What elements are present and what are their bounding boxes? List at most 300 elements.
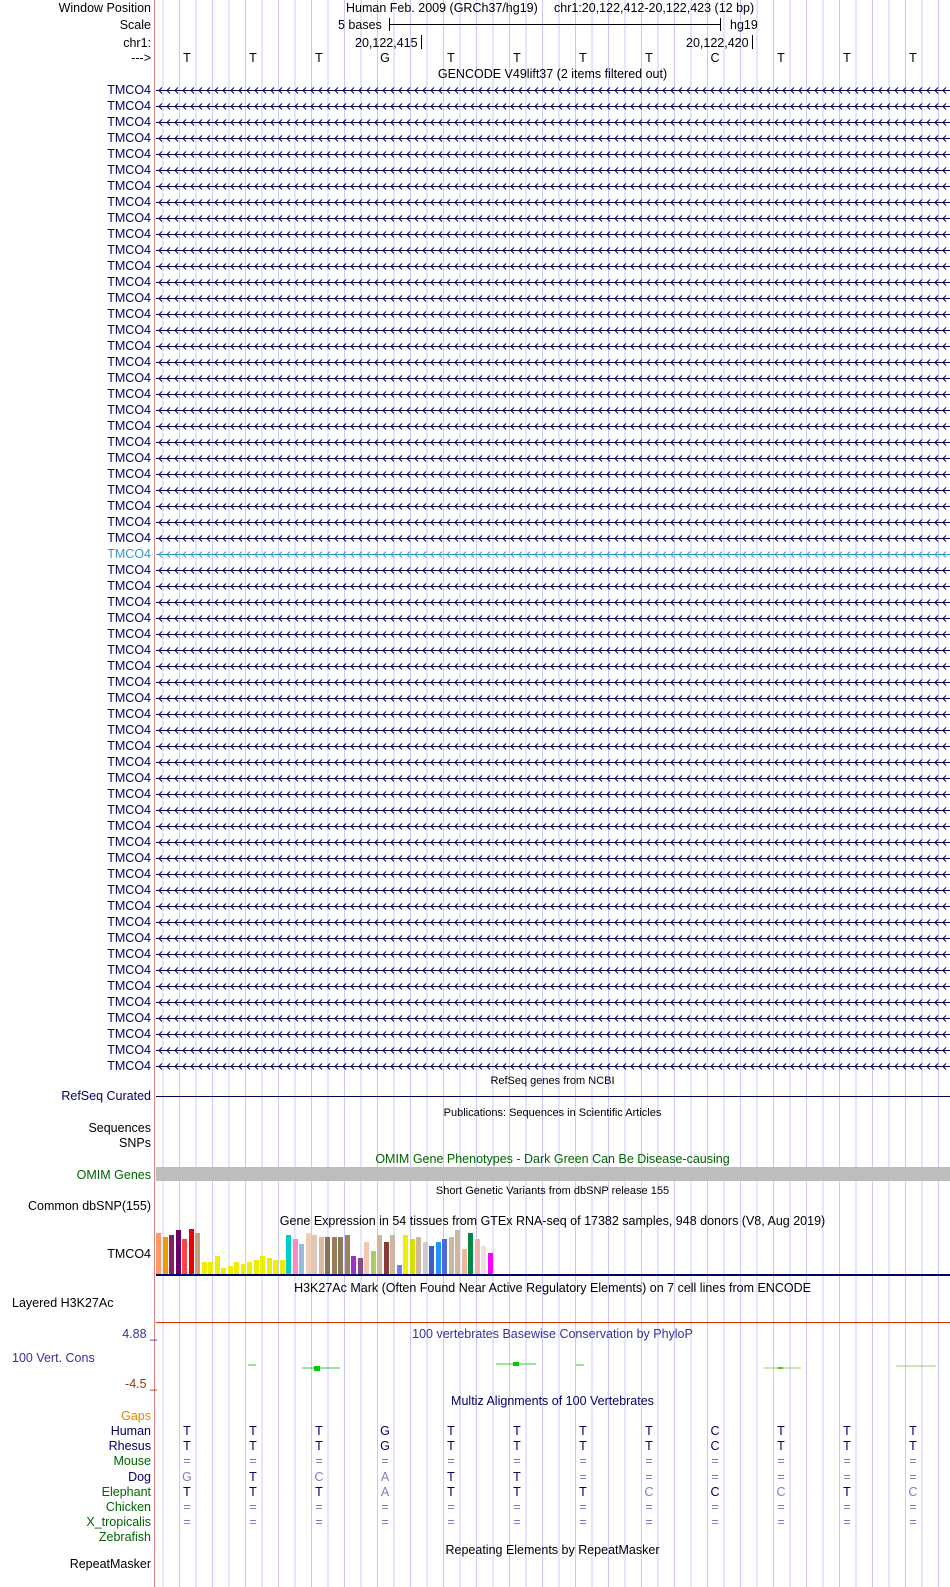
gencode-gene-label[interactable]: TMCO4 xyxy=(107,371,151,385)
gencode-transcript-line[interactable] xyxy=(156,662,950,671)
multiz-aligned-base: = xyxy=(645,1515,653,1530)
gencode-transcript-line[interactable] xyxy=(156,630,950,639)
gencode-gene-label[interactable]: TMCO4 xyxy=(107,1059,151,1073)
gencode-transcript-line[interactable] xyxy=(156,582,950,591)
gencode-transcript-line[interactable] xyxy=(156,886,950,895)
gencode-transcript-line[interactable] xyxy=(156,982,950,991)
gencode-gene-label[interactable]: TMCO4 xyxy=(107,403,151,417)
multiz-aligned-base: = xyxy=(711,1515,719,1530)
gencode-gene-label[interactable]: TMCO4 xyxy=(107,995,151,1009)
gencode-gene-label[interactable]: TMCO4 xyxy=(107,227,151,241)
multiz-aligned-base: = xyxy=(711,1454,719,1469)
gtex-track-title: Gene Expression in 54 tissues from GTEx RNA-seq of 17382 samples, 948 donors (V8, Aug 2019) xyxy=(279,1214,826,1228)
multiz-aligned-base: T xyxy=(249,1469,257,1484)
multiz-species-label[interactable]: Human xyxy=(110,1424,151,1438)
gencode-gene-label[interactable]: TMCO4 xyxy=(107,467,151,481)
multiz-aligned-base: T xyxy=(579,1439,587,1454)
gencode-gene-label[interactable]: TMCO4 xyxy=(107,291,151,305)
gencode-gene-label[interactable]: TMCO4 xyxy=(107,531,151,545)
multiz-aligned-base: = xyxy=(843,1515,851,1530)
gencode-gene-label[interactable]: TMCO4 xyxy=(107,179,151,193)
gencode-transcript-line[interactable] xyxy=(156,1046,950,1055)
gtex-tissue-bar[interactable] xyxy=(442,1239,447,1274)
h3k27ac-track-title: H3K27Ac Mark (Often Found Near Active Regulatory Elements) on 7 cell lines from ENCODE xyxy=(294,1281,811,1295)
multiz-species-label[interactable]: Mouse xyxy=(113,1454,151,1469)
gencode-gene-label[interactable]: TMCO4 xyxy=(107,947,151,961)
multiz-aligned-base: T xyxy=(777,1439,785,1454)
gtex-tissue-bar[interactable] xyxy=(455,1230,460,1274)
gencode-transcript-line[interactable] xyxy=(156,678,950,687)
sequence-base: T xyxy=(843,51,851,65)
gencode-transcript-line[interactable] xyxy=(156,102,950,111)
multiz-aligned-base: = xyxy=(711,1469,719,1484)
gtex-tissue-bar[interactable] xyxy=(247,1262,252,1274)
gencode-gene-label[interactable]: TMCO4 xyxy=(107,755,151,769)
gtex-tissue-bar[interactable] xyxy=(338,1237,343,1274)
multiz-aligned-base: = xyxy=(447,1454,455,1469)
gencode-gene-label[interactable]: TMCO4 xyxy=(107,515,151,529)
gtex-tissue-bar[interactable] xyxy=(319,1237,324,1274)
phylop-track-label[interactable]: 100 Vert. Cons xyxy=(12,1351,95,1365)
gencode-transcript-line[interactable] xyxy=(156,790,950,799)
multiz-aligned-base: = xyxy=(381,1515,389,1530)
multiz-aligned-base: = xyxy=(645,1454,653,1469)
gtex-tissue-bar[interactable] xyxy=(208,1262,213,1274)
gtex-tissue-bar[interactable] xyxy=(260,1256,265,1274)
gencode-gene-label[interactable]: TMCO4 xyxy=(107,835,151,849)
gtex-bar-chart[interactable] xyxy=(156,1228,950,1274)
gencode-gene-label[interactable]: TMCO4 xyxy=(107,851,151,865)
gencode-transcript-line[interactable] xyxy=(156,1062,950,1071)
gencode-gene-label[interactable]: TMCO4 xyxy=(107,195,151,209)
gencode-transcript-line[interactable] xyxy=(156,646,950,655)
multiz-aligned-base: = xyxy=(447,1515,455,1530)
multiz-aligned-base: = xyxy=(447,1500,455,1514)
multiz-aligned-base: = xyxy=(645,1500,653,1514)
multiz-aligned-base: A xyxy=(380,1469,390,1484)
gencode-gene-label[interactable]: TMCO4 xyxy=(107,1043,151,1057)
gtex-tissue-bar[interactable] xyxy=(312,1235,317,1274)
multiz-species-label[interactable]: Elephant xyxy=(101,1484,151,1499)
gencode-transcript-line[interactable] xyxy=(156,342,950,351)
gtex-baseline xyxy=(156,1274,950,1276)
gencode-transcript-line[interactable] xyxy=(156,502,950,511)
gtex-tissue-bar[interactable] xyxy=(195,1233,200,1274)
gtex-tissue-bar[interactable] xyxy=(234,1262,239,1274)
multiz-aligned-base: = xyxy=(249,1454,257,1469)
multiz-aligned-base: = xyxy=(777,1500,785,1514)
gencode-transcript-line[interactable] xyxy=(156,1030,950,1039)
multiz-aligned-base: T xyxy=(843,1439,851,1454)
gtex-tissue-bar[interactable] xyxy=(364,1242,369,1274)
h3k27ac-track-label[interactable]: Layered H3K27Ac xyxy=(12,1296,114,1310)
gencode-transcript-line[interactable] xyxy=(156,118,950,127)
gencode-gene-label[interactable]: TMCO4 xyxy=(107,707,151,721)
gencode-transcript-line[interactable] xyxy=(156,918,950,927)
gencode-transcript-line[interactable] xyxy=(156,358,950,367)
gencode-transcript-line[interactable] xyxy=(156,726,950,735)
multiz-track-title: Multiz Alignments of 100 Vertebrates xyxy=(451,1394,654,1408)
gencode-gene-label[interactable]: TMCO4 xyxy=(107,899,151,913)
gencode-transcript-line[interactable] xyxy=(156,406,950,415)
gtex-tissue-bar[interactable] xyxy=(475,1239,480,1274)
multiz-aligned-base: T xyxy=(249,1484,257,1499)
gencode-transcript-line[interactable] xyxy=(156,310,950,319)
multiz-aligned-base: C xyxy=(710,1439,720,1454)
h3k27ac-baseline xyxy=(156,1322,950,1323)
multiz-aligned-base: T xyxy=(513,1439,521,1454)
multiz-aligned-base: T xyxy=(315,1424,323,1438)
gtex-tissue-bar[interactable] xyxy=(397,1265,402,1274)
scale-label: Scale xyxy=(119,18,151,32)
refseq-gene-line[interactable] xyxy=(156,1096,950,1097)
multiz-aligned-base: = xyxy=(909,1515,917,1530)
multiz-aligned-base: C xyxy=(776,1484,786,1499)
gencode-gene-label[interactable]: TMCO4 xyxy=(107,323,151,337)
multiz-aligned-base: = xyxy=(315,1515,323,1530)
sequence-base: G xyxy=(380,51,390,65)
multiz-aligned-base: T xyxy=(183,1424,191,1438)
gtex-tissue-bar[interactable] xyxy=(488,1253,493,1274)
gencode-transcript-line[interactable] xyxy=(156,438,950,447)
gencode-transcript-line[interactable] xyxy=(156,1014,950,1023)
phylop-min-label: -4.5 _ xyxy=(125,1377,157,1391)
gtex-tissue-bar[interactable] xyxy=(176,1230,181,1274)
gencode-transcript-line[interactable] xyxy=(156,614,950,623)
gtex-tissue-bar[interactable] xyxy=(377,1235,382,1274)
gtex-tissue-bar[interactable] xyxy=(449,1237,454,1274)
gencode-gene-label[interactable]: TMCO4 xyxy=(107,595,151,609)
gencode-gene-label[interactable]: TMCO4 xyxy=(107,83,151,97)
gtex-tissue-bar[interactable] xyxy=(163,1237,168,1274)
gencode-gene-label[interactable]: TMCO4 xyxy=(107,547,151,561)
gencode-gene-label[interactable]: TMCO4 xyxy=(107,211,151,225)
repeatmasker-track-label[interactable]: RepeatMasker xyxy=(69,1557,151,1571)
multiz-aligned-base: = xyxy=(381,1500,389,1514)
gencode-transcript-line[interactable] xyxy=(156,262,950,271)
gtex-tissue-bar[interactable] xyxy=(332,1237,337,1274)
gencode-gene-label[interactable]: TMCO4 xyxy=(107,307,151,321)
gencode-transcript-line[interactable] xyxy=(156,902,950,911)
gencode-transcript-line[interactable] xyxy=(156,278,950,287)
gtex-tissue-bar[interactable] xyxy=(371,1251,376,1274)
gencode-transcript-line[interactable] xyxy=(156,182,950,191)
gencode-transcript-line[interactable] xyxy=(156,294,950,303)
gtex-tissue-bar[interactable] xyxy=(358,1258,363,1274)
multiz-aligned-base: = xyxy=(909,1454,917,1469)
multiz-aligned-base: T xyxy=(249,1439,257,1454)
gencode-gene-label[interactable]: TMCO4 xyxy=(107,787,151,801)
multiz-aligned-base: = xyxy=(315,1500,323,1514)
multiz-species-label[interactable]: Rhesus xyxy=(108,1439,151,1454)
coord-left-tick xyxy=(421,35,422,49)
multiz-aligned-base: T xyxy=(513,1424,521,1438)
gencode-transcript-line[interactable] xyxy=(156,150,950,159)
gtex-tissue-bar[interactable] xyxy=(299,1244,304,1274)
gencode-transcript-line[interactable] xyxy=(156,998,950,1007)
gencode-transcript-line[interactable] xyxy=(156,454,950,463)
gtex-tissue-bar[interactable] xyxy=(436,1242,441,1274)
sequence-base: T xyxy=(513,51,521,65)
gencode-gene-label[interactable]: TMCO4 xyxy=(107,611,151,625)
gencode-transcript-line[interactable] xyxy=(156,966,950,975)
gtex-track-label[interactable]: TMCO4 xyxy=(107,1247,151,1261)
scale-bar xyxy=(389,24,721,25)
gencode-transcript-line[interactable] xyxy=(156,230,950,239)
gencode-transcript-line[interactable] xyxy=(156,198,950,207)
phylop-max-label: 4.88 _ xyxy=(122,1327,157,1341)
multiz-aligned-base: G xyxy=(380,1439,390,1454)
gencode-transcript-line[interactable] xyxy=(156,710,950,719)
gtex-tissue-bar[interactable] xyxy=(202,1262,207,1274)
scale-bar-right-tick xyxy=(720,18,721,31)
multiz-aligned-base: = xyxy=(183,1454,191,1469)
multiz-aligned-base: T xyxy=(447,1424,455,1438)
gencode-gene-label[interactable]: TMCO4 xyxy=(107,803,151,817)
gencode-gene-label[interactable]: TMCO4 xyxy=(107,339,151,353)
gencode-gene-label[interactable]: TMCO4 xyxy=(107,563,151,577)
gencode-transcript-line[interactable] xyxy=(156,950,950,959)
gencode-transcript-line[interactable] xyxy=(156,550,950,559)
multiz-species-label[interactable]: Zebrafish xyxy=(98,1530,151,1545)
gencode-transcript-line[interactable] xyxy=(156,214,950,223)
multiz-aligned-base: T xyxy=(447,1439,455,1454)
track-image-left-border xyxy=(154,0,155,1587)
gtex-tissue-bar[interactable] xyxy=(403,1235,408,1274)
multiz-aligned-base: = xyxy=(183,1515,191,1530)
gtex-tissue-bar[interactable] xyxy=(293,1239,298,1274)
gencode-transcript-line[interactable] xyxy=(156,470,950,479)
gencode-gene-label[interactable]: TMCO4 xyxy=(107,163,151,177)
gencode-gene-label[interactable]: TMCO4 xyxy=(107,643,151,657)
gencode-gene-label[interactable]: TMCO4 xyxy=(107,883,151,897)
gtex-tissue-bar[interactable] xyxy=(390,1235,395,1274)
gencode-gene-label[interactable]: TMCO4 xyxy=(107,419,151,433)
multiz-aligned-base: = xyxy=(843,1500,851,1514)
multiz-aligned-base: = xyxy=(777,1454,785,1469)
gtex-tissue-bar[interactable] xyxy=(280,1260,285,1274)
sequence-base: T xyxy=(183,51,191,65)
publications-track-title: Publications: Sequences in Scientific Articles xyxy=(443,1107,662,1119)
gtex-tissue-bar[interactable] xyxy=(273,1260,278,1274)
gencode-transcript-line[interactable] xyxy=(156,774,950,783)
multiz-aligned-base: T xyxy=(513,1469,521,1484)
gencode-transcript-line[interactable] xyxy=(156,166,950,175)
multiz-aligned-base: T xyxy=(579,1484,587,1499)
gencode-transcript-line[interactable] xyxy=(156,518,950,527)
gencode-gene-label[interactable]: TMCO4 xyxy=(107,579,151,593)
multiz-aligned-base: = xyxy=(777,1469,785,1484)
multiz-aligned-base: = xyxy=(843,1469,851,1484)
coord-left: 20,122,415 xyxy=(355,36,418,50)
gencode-transcript-line[interactable] xyxy=(156,134,950,143)
gencode-gene-label[interactable]: TMCO4 xyxy=(107,275,151,289)
sequence-base: T xyxy=(909,51,917,65)
multiz-aligned-base: C xyxy=(644,1484,654,1499)
phylop-track-title: 100 vertebrates Basewise Conservation by PhyloP xyxy=(412,1327,693,1341)
multiz-aligned-base: = xyxy=(513,1515,521,1530)
multiz-aligned-base: C xyxy=(710,1484,720,1499)
gencode-transcript-line[interactable] xyxy=(156,806,950,815)
gencode-gene-label[interactable]: TMCO4 xyxy=(107,147,151,161)
multiz-aligned-base: = xyxy=(579,1500,587,1514)
multiz-gaps-label[interactable]: Gaps xyxy=(121,1409,151,1423)
gencode-track-title: GENCODE V49lift37 (2 items filtered out) xyxy=(437,67,668,81)
position-text: chr1:20,122,412-20,122,423 (12 bp) xyxy=(554,1,755,15)
gtex-tissue-bar[interactable] xyxy=(345,1235,350,1274)
gencode-gene-label[interactable]: TMCO4 xyxy=(107,931,151,945)
omim-feature-bar[interactable] xyxy=(156,1167,950,1181)
sequence-base: T xyxy=(249,51,257,65)
multiz-aligned-base: T xyxy=(579,1424,587,1438)
gencode-gene-label[interactable]: TMCO4 xyxy=(107,867,151,881)
multiz-aligned-base: = xyxy=(579,1469,587,1484)
gencode-gene-label[interactable]: TMCO4 xyxy=(107,435,151,449)
gencode-gene-label[interactable]: TMCO4 xyxy=(107,675,151,689)
gencode-gene-label[interactable]: TMCO4 xyxy=(107,915,151,929)
omim-track-title: OMIM Gene Phenotypes - Dark Green Can Be Disease-causing xyxy=(375,1152,730,1166)
gencode-gene-label[interactable]: TMCO4 xyxy=(107,659,151,673)
gencode-gene-label[interactable]: TMCO4 xyxy=(107,979,151,993)
gencode-gene-label[interactable]: TMCO4 xyxy=(107,243,151,257)
sequence-base: T xyxy=(447,51,455,65)
gtex-tissue-bar[interactable] xyxy=(384,1242,389,1274)
gencode-transcript-line[interactable] xyxy=(156,598,950,607)
multiz-aligned-base: = xyxy=(645,1469,653,1484)
publications-sequences-label[interactable]: Sequences xyxy=(88,1121,151,1135)
multiz-aligned-base: = xyxy=(513,1500,521,1514)
gtex-tissue-bar[interactable] xyxy=(156,1233,161,1274)
gtex-tissue-bar[interactable] xyxy=(351,1256,356,1274)
gtex-tissue-bar[interactable] xyxy=(462,1249,467,1274)
gencode-gene-label[interactable]: TMCO4 xyxy=(107,963,151,977)
publications-snps-label[interactable]: SNPs xyxy=(119,1136,151,1150)
multiz-aligned-base: A xyxy=(380,1484,390,1499)
multiz-species-label[interactable]: Chicken xyxy=(105,1500,151,1514)
strand-label: ---> xyxy=(131,51,151,65)
gencode-transcript-line[interactable] xyxy=(156,246,950,255)
coord-right-tick xyxy=(752,35,753,49)
phylop-signal xyxy=(156,1356,950,1376)
multiz-aligned-base: T xyxy=(513,1484,521,1499)
multiz-aligned-base: = xyxy=(183,1500,191,1514)
gtex-tissue-bar[interactable] xyxy=(228,1266,233,1274)
gtex-tissue-bar[interactable] xyxy=(306,1233,311,1274)
multiz-aligned-base: T xyxy=(183,1439,191,1454)
multiz-aligned-base: T xyxy=(315,1484,323,1499)
multiz-aligned-base: G xyxy=(380,1424,390,1438)
multiz-aligned-base: = xyxy=(777,1515,785,1530)
gencode-transcript-line[interactable] xyxy=(156,534,950,543)
window-position-label: Window Position xyxy=(58,1,151,15)
gencode-gene-label[interactable]: TMCO4 xyxy=(107,819,151,833)
gtex-tissue-bar[interactable] xyxy=(423,1242,428,1274)
multiz-aligned-base: = xyxy=(249,1500,257,1514)
gencode-gene-label[interactable]: TMCO4 xyxy=(107,355,151,369)
multiz-aligned-base: T xyxy=(447,1469,455,1484)
multiz-aligned-base: = xyxy=(909,1469,917,1484)
gencode-gene-label[interactable]: TMCO4 xyxy=(107,1027,151,1041)
gtex-tissue-bar[interactable] xyxy=(410,1239,415,1274)
repeatmasker-track-title: Repeating Elements by RepeatMasker xyxy=(445,1543,660,1557)
multiz-aligned-base: T xyxy=(315,1439,323,1454)
gencode-transcript-line[interactable] xyxy=(156,758,950,767)
gencode-transcript-line[interactable] xyxy=(156,86,950,95)
gencode-transcript-line[interactable] xyxy=(156,694,950,703)
gtex-tissue-bar[interactable] xyxy=(468,1233,473,1274)
gtex-tissue-bar[interactable] xyxy=(325,1237,330,1274)
gencode-transcript-line[interactable] xyxy=(156,822,950,831)
gencode-transcript-line[interactable] xyxy=(156,326,950,335)
multiz-species-label[interactable]: X_tropicalis xyxy=(86,1515,151,1530)
gtex-tissue-bar[interactable] xyxy=(215,1256,220,1274)
gtex-tissue-bar[interactable] xyxy=(241,1264,246,1274)
multiz-aligned-base: G xyxy=(182,1469,192,1484)
gencode-transcript-line[interactable] xyxy=(156,742,950,751)
gencode-transcript-line[interactable] xyxy=(156,854,950,863)
multiz-aligned-base: = xyxy=(711,1500,719,1514)
multiz-aligned-base: C xyxy=(908,1484,918,1499)
multiz-aligned-base: C xyxy=(710,1424,720,1438)
gencode-gene-label[interactable]: TMCO4 xyxy=(107,483,151,497)
gtex-tissue-bar[interactable] xyxy=(481,1246,486,1274)
gencode-gene-label[interactable]: TMCO4 xyxy=(107,691,151,705)
omim-track-label[interactable]: OMIM Genes xyxy=(76,1168,151,1182)
dbsnp-track-label[interactable]: Common dbSNP(155) xyxy=(28,1199,151,1213)
multiz-aligned-base: = xyxy=(249,1515,257,1530)
gtex-tissue-bar[interactable] xyxy=(182,1239,187,1274)
gencode-transcript-line[interactable] xyxy=(156,934,950,943)
gtex-tissue-bar[interactable] xyxy=(286,1235,291,1274)
gtex-tissue-bar[interactable] xyxy=(254,1260,259,1274)
chrom-label: chr1: xyxy=(123,36,151,50)
gtex-tissue-bar[interactable] xyxy=(429,1246,434,1274)
gencode-gene-label[interactable]: TMCO4 xyxy=(107,259,151,273)
multiz-species-label[interactable]: Dog xyxy=(128,1469,151,1484)
gencode-gene-label[interactable]: TMCO4 xyxy=(107,499,151,513)
scale-text: 5 bases xyxy=(338,18,382,32)
multiz-aligned-base: T xyxy=(645,1424,653,1438)
multiz-aligned-base: = xyxy=(579,1454,587,1469)
gencode-gene-label[interactable]: TMCO4 xyxy=(107,131,151,145)
multiz-aligned-base: = xyxy=(381,1454,389,1469)
gencode-transcript-line[interactable] xyxy=(156,838,950,847)
multiz-aligned-base: = xyxy=(909,1500,917,1514)
gencode-gene-label[interactable]: TMCO4 xyxy=(107,723,151,737)
gencode-transcript-line[interactable] xyxy=(156,390,950,399)
gencode-transcript-line[interactable] xyxy=(156,374,950,383)
coord-right: 20,122,420 xyxy=(686,36,749,50)
gtex-tissue-bar[interactable] xyxy=(169,1235,174,1274)
gencode-transcript-line[interactable] xyxy=(156,566,950,575)
gencode-gene-label[interactable]: TMCO4 xyxy=(107,739,151,753)
gtex-tissue-bar[interactable] xyxy=(189,1229,194,1274)
gencode-gene-label[interactable]: TMCO4 xyxy=(107,627,151,641)
gencode-gene-label[interactable]: TMCO4 xyxy=(107,387,151,401)
gtex-tissue-bar[interactable] xyxy=(416,1237,421,1274)
gencode-gene-label[interactable]: TMCO4 xyxy=(107,115,151,129)
gtex-tissue-bar[interactable] xyxy=(267,1258,272,1274)
gencode-gene-label[interactable]: TMCO4 xyxy=(107,99,151,113)
gencode-transcript-line[interactable] xyxy=(156,422,950,431)
refseq-track-label[interactable]: RefSeq Curated xyxy=(61,1089,151,1103)
gencode-transcript-line[interactable] xyxy=(156,870,950,879)
multiz-aligned-base: T xyxy=(183,1484,191,1499)
gencode-gene-label[interactable]: TMCO4 xyxy=(107,451,151,465)
gencode-gene-label[interactable]: TMCO4 xyxy=(107,771,151,785)
gencode-gene-label[interactable]: TMCO4 xyxy=(107,1011,151,1025)
gencode-transcript-line[interactable] xyxy=(156,486,950,495)
